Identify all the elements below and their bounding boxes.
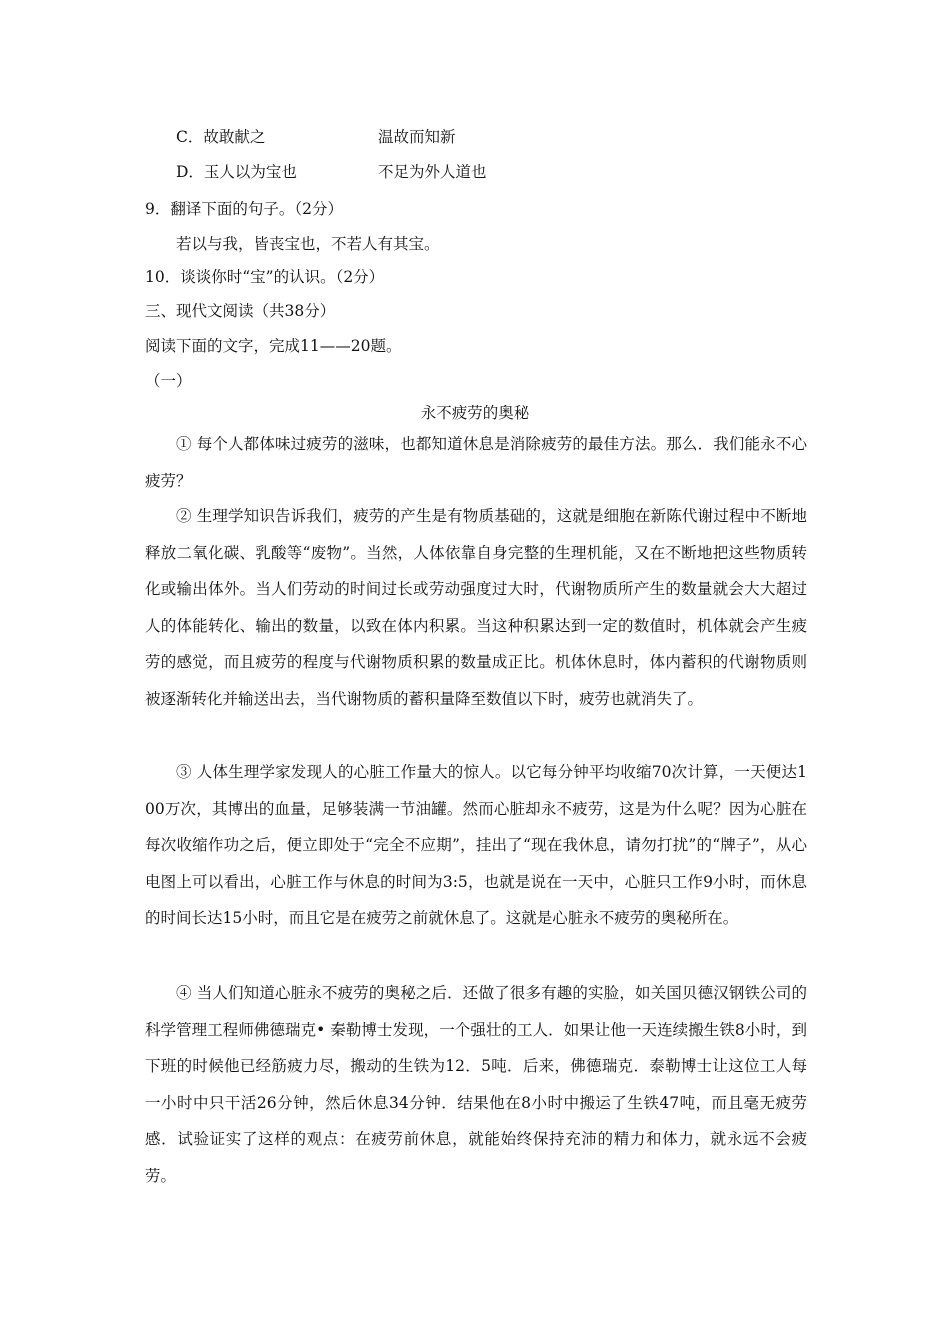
section-heading: 三、现代文阅读（共38分）	[145, 302, 336, 320]
option-c-label: C．故敢献之	[176, 128, 266, 146]
question-9-sentence: 若以与我，皆丧宝也，不若人有其宝。	[176, 235, 440, 253]
question-9-title: 9．翻译下面的句子。（2分）	[145, 200, 343, 218]
article-paragraph-1: ① 每个人都体味过疲劳的滋味，也都知道休息是消除疲劳的最佳方法。那么．我们能永不心疲劳？	[145, 435, 807, 490]
section-instruction: 阅读下面的文字，完成11——20题。	[145, 337, 402, 355]
option-c-pair: 温故而知新	[378, 128, 456, 146]
article-paragraph-2: ② 生理学知识告诉我们，疲劳的产生是有物质基础的，这就是细胞在新陈代谢过程中不断地释放二氧化碳、乳酸等“废物”。当然，人体依靠自身完整的生理机能，又在不断地把这些物质转化或输出体外。当人们劳动的时间过长或劳动强度过大时，代谢物质所产生的数量就会大大超过人的体能转化、输出的数量，以致在体内积累。当这种积累达到一定的数值时，机体就会产生疲劳的感觉，而且疲劳的程度与代谢物质积累的数量成正比。机体休息时，体内蓄积的代谢物质则被逐渐转化并输送出去，当代谢物质的蓄积量降至数值以下时，疲劳也就消失了。	[145, 507, 807, 708]
part-label: （一）	[145, 372, 192, 390]
question-10-title: 10．谈谈你时“宝”的认识。（2分）	[145, 268, 385, 286]
article-paragraph-3: ③ 人体生理学家发现人的心脏工作量大的惊人。以它每分钟平均收缩70次计算，一天便达100万次，其博出的血量，足够装满一节油罐。然而心脏却永不疲劳，这是为什么呢？因为心脏在每次收缩作功之后，便立即处于“完全不应期”，挂出了“现在我休息，请勿打扰”的“牌子”，从心电图上可以看出，心脏工作与休息的时间为3:5，也就是说在一天中，心脏只工作9小时，而休息的时间长达15小时，而且它是在疲劳之前就休息了。这就是心脏永不疲劳的奥秘所在。	[145, 763, 807, 927]
article-paragraph-4: ④ 当人们知道心脏永不疲劳的奥秘之后．还做了很多有趣的实脸，如关国贝德汉钢铁公司的科学管理工程师佛德瑞克• 秦勒博士发现，一个强壮的工人．如果让他一天连续搬生铁8小时，到下班的时候他已经筋疲力尽，搬动的生铁为12．5吨．后来，佛德瑞克．泰勒博士让这位工人每一小时中只干活26分钟，然后休息34分钟．结果他在8小时中搬运了生铁47吨，而且毫无疲劳感．试验证实了这样的观点：在疲劳前休息，就能始终保持充沛的精力和体力，就永远不会疲劳。	[145, 984, 807, 1185]
article-title: 永不疲劳的奥秘	[420, 404, 530, 422]
option-d-label: D．玉人以为宝也	[176, 163, 297, 181]
option-d-pair: 不足为外人道也	[378, 163, 487, 181]
